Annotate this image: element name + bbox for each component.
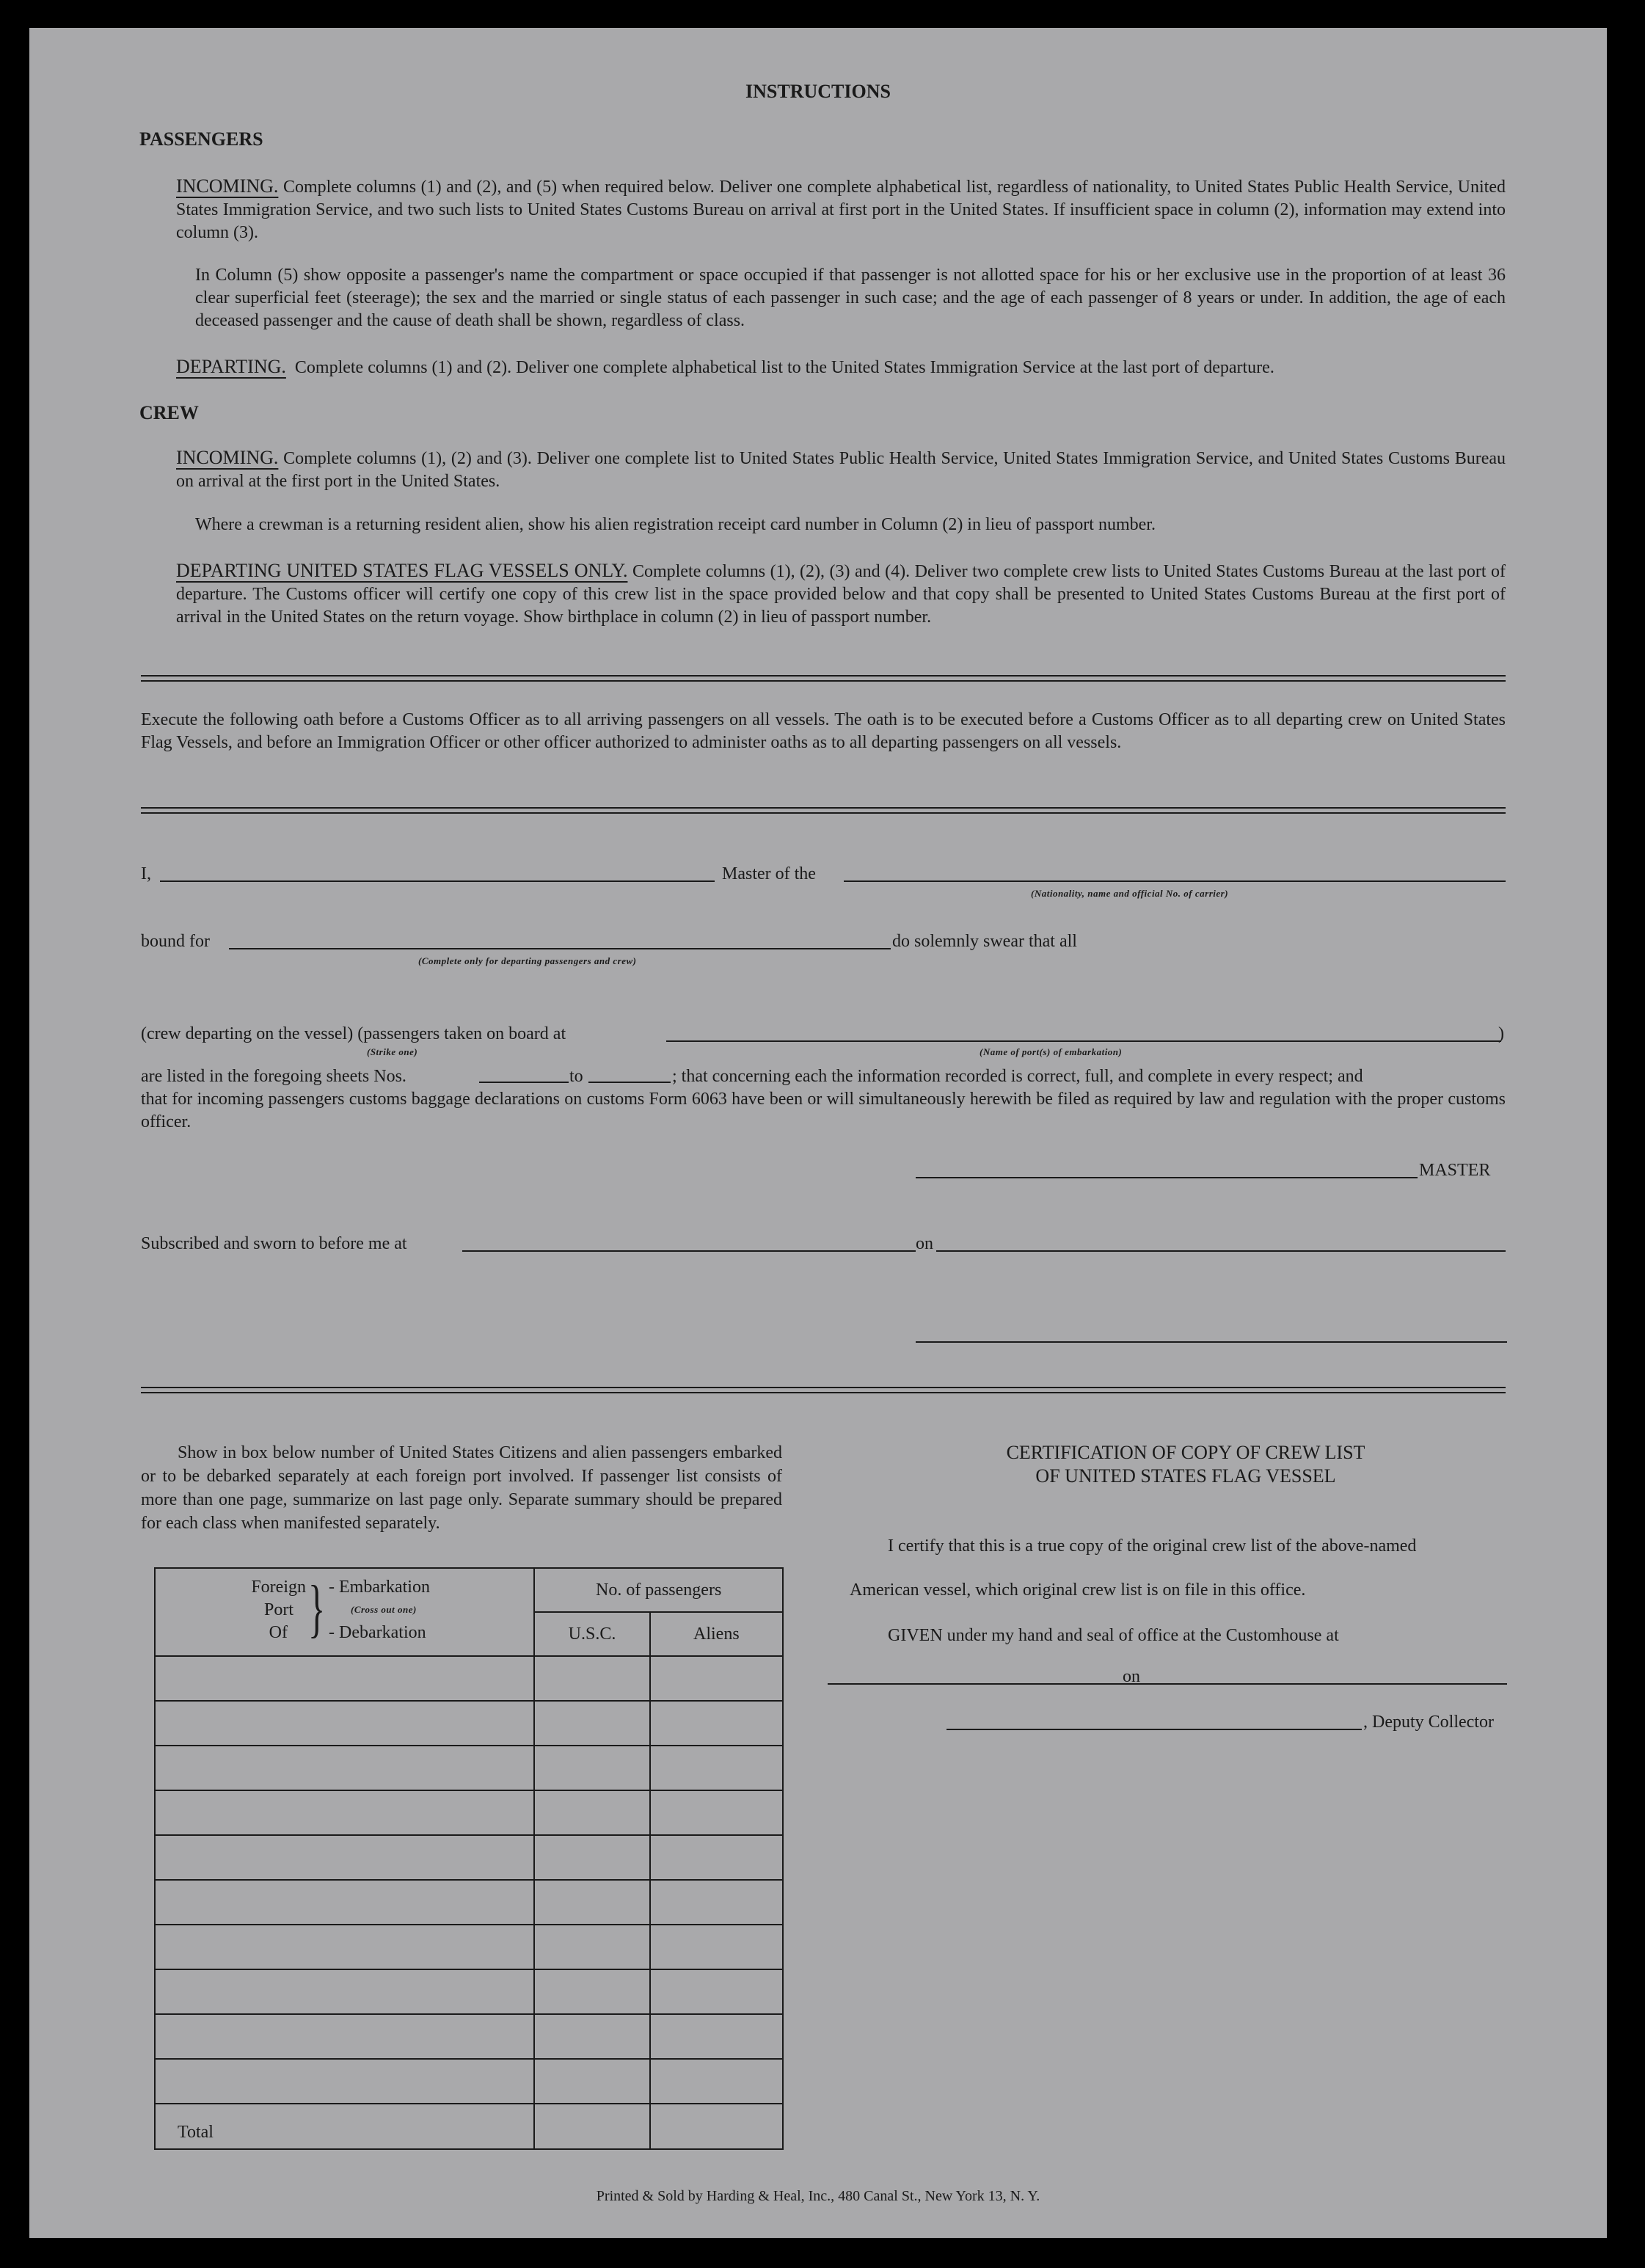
usc-header: U.S.C. xyxy=(534,1612,649,1656)
summary-port-cell[interactable] xyxy=(155,2014,534,2059)
summary-port-cell[interactable] xyxy=(155,1835,534,1880)
summary-usc-cell[interactable] xyxy=(534,1969,649,2014)
officer-signature-field[interactable] xyxy=(916,1341,1507,1343)
summary-port-cell[interactable] xyxy=(155,1880,534,1925)
embarkation-label: - Embarkation xyxy=(329,1578,430,1597)
summary-row xyxy=(155,1835,783,1880)
summary-aliens-cell[interactable] xyxy=(650,1835,783,1880)
crew-departing-text: Complete columns (1), (2), (3) and (4). Deliver two complete crew lists to United States Customs Bureau at the last port of departure. The Customs officer will certify one copy of this crew list in the space provided below and that copy shall be presented to United States Customs Bureau at the first port of arrival in the United States on the return voyage. Show birthplace in column (2) in lieu of passport number. xyxy=(176,562,1506,627)
divider-1 xyxy=(141,675,1506,682)
summary-row xyxy=(155,1880,783,1925)
summary-usc-cell[interactable] xyxy=(534,1880,649,1925)
port-label: Port xyxy=(263,1600,293,1619)
no-passengers-header: No. of passengers xyxy=(534,1568,783,1612)
aliens-header: Aliens xyxy=(650,1612,783,1656)
bound-for-label: bound for xyxy=(141,932,210,951)
summary-usc-cell[interactable] xyxy=(534,1835,649,1880)
summary-aliens-cell[interactable] xyxy=(650,1656,783,1701)
summary-aliens-cell[interactable] xyxy=(650,1790,783,1835)
embarkation-port-field[interactable] xyxy=(666,1040,1501,1042)
summary-port-cell[interactable] xyxy=(155,2059,534,2104)
foreign-label: Foreign xyxy=(251,1578,306,1597)
sworn-date-field[interactable] xyxy=(936,1250,1506,1252)
summary-row xyxy=(155,1656,783,1701)
summary-usc-cell[interactable] xyxy=(534,1925,649,1969)
summary-usc-cell[interactable] xyxy=(534,2059,649,2104)
summary-row xyxy=(155,2014,783,2059)
instructions-title: INSTRUCTIONS xyxy=(745,81,891,102)
summary-port-cell[interactable] xyxy=(155,1701,534,1746)
bound-for-field[interactable] xyxy=(229,948,891,949)
summary-port-cell[interactable] xyxy=(155,1925,534,1969)
deputy-signature-field[interactable] xyxy=(946,1729,1362,1730)
bound-for-caption: (Complete only for departing passengers and crew) xyxy=(418,955,637,966)
debarkation-label: - Debarkation xyxy=(329,1623,426,1642)
sheet-from-field[interactable] xyxy=(479,1082,569,1083)
summary-aliens-cell[interactable] xyxy=(650,2059,783,2104)
summary-row xyxy=(155,1701,783,1746)
master-label: MASTER xyxy=(1419,1161,1491,1180)
total-aliens-cell[interactable] xyxy=(650,2104,783,2149)
crewman-paragraph: Where a crewman is a returning resident alien, show his alien registration receipt card number in Column (2) in lieu of passport number. xyxy=(195,515,1156,534)
certification-title-line1: CERTIFICATION OF COPY OF CREW LIST xyxy=(1006,1442,1365,1463)
certification-title-line2: OF UNITED STATES FLAG VESSEL xyxy=(1035,1465,1336,1487)
of-label: Of xyxy=(269,1623,288,1642)
passengers-departing-text: Complete columns (1) and (2). Deliver one complete alphabetical list to the United States Immigration Service at the last port of departure. xyxy=(294,358,1274,377)
summary-port-cell[interactable] xyxy=(155,1746,534,1790)
summary-row xyxy=(155,1925,783,1969)
summary-aliens-cell[interactable] xyxy=(650,1925,783,1969)
divider-3 xyxy=(141,1387,1506,1393)
brace-icon: } xyxy=(308,1573,326,1644)
cert-on-label: on xyxy=(1123,1667,1140,1686)
listed-to-label: to xyxy=(569,1067,583,1086)
passengers-departing-label: DEPARTING. xyxy=(176,356,286,377)
given-text: GIVEN under my hand and seal of office at the Customhouse at xyxy=(888,1626,1339,1645)
total-label: Total xyxy=(155,2104,534,2149)
cross-out-caption: (Cross out one) xyxy=(351,1604,417,1615)
passenger-summary-table xyxy=(154,1567,784,2150)
summary-port-cell[interactable] xyxy=(155,1790,534,1835)
summary-row xyxy=(155,1969,783,2014)
listed-first-line: ; that concerning each the information recorded is correct, full, and complete in every respect; and xyxy=(672,1067,1363,1086)
summary-row xyxy=(155,1746,783,1790)
foreign-port-header xyxy=(155,1568,534,1656)
listed-rest: that for incoming passengers customs baggage declarations on customs Form 6063 have been or will simultaneously herewith be filed as required by law and regulation with the proper customs officer. xyxy=(141,1090,1506,1131)
crew-departing-label: DEPARTING UNITED STATES FLAG VESSELS ONLY. xyxy=(176,560,628,581)
nationality-caption: (Nationality, name and official No. of carrier) xyxy=(1031,888,1229,899)
summary-aliens-cell[interactable] xyxy=(650,1746,783,1790)
passengers-heading: PASSENGERS xyxy=(139,128,263,150)
summary-usc-cell[interactable] xyxy=(534,1790,649,1835)
sheet-to-field[interactable] xyxy=(588,1082,671,1083)
summary-row xyxy=(155,1790,783,1835)
certify-line2: American vessel, which original crew list is on file in this office. xyxy=(850,1580,1306,1600)
summary-aliens-cell[interactable] xyxy=(650,1701,783,1746)
crew-departing-statement: (crew departing on the vessel) (passengers taken on board at xyxy=(141,1024,566,1043)
close-paren: ) xyxy=(1498,1024,1504,1043)
passengers-incoming-paragraph xyxy=(176,175,1506,244)
summary-aliens-cell[interactable] xyxy=(650,1880,783,1925)
crew-departing-paragraph xyxy=(176,559,1506,629)
master-name-field[interactable] xyxy=(160,880,715,882)
master-of-the-label: Master of the xyxy=(722,864,816,883)
form-sheet xyxy=(29,28,1607,2238)
summary-port-cell[interactable] xyxy=(155,1969,534,2014)
carrier-field[interactable] xyxy=(844,880,1506,882)
summary-instructions: Show in box below number of United States Citizens and alien passengers embarked or to be debarked separately at each foreign port involved. If passenger list consists of more than one page, summarize on last page only. Separate summary should be prepared for each class when manifested separately. xyxy=(141,1443,782,1533)
customhouse-field[interactable] xyxy=(828,1683,1150,1685)
crew-incoming-label: INCOMING. xyxy=(176,447,279,468)
crew-incoming-text: Complete columns (1), (2) and (3). Deliver one complete list to United States Public Health Service, United States Immigration Service, and United States Customs Bureau on arrival at the first port in the United States. xyxy=(176,449,1506,491)
deputy-collector-label: , Deputy Collector xyxy=(1363,1713,1494,1732)
subscribed-label: Subscribed and sworn to before me at xyxy=(141,1234,407,1253)
summary-usc-cell[interactable] xyxy=(534,2014,649,2059)
divider-2 xyxy=(141,807,1506,814)
strike-one-caption: (Strike one) xyxy=(367,1046,418,1057)
ports-caption: (Name of port(s) of embarkation) xyxy=(980,1046,1123,1057)
master-signature-field[interactable] xyxy=(916,1177,1418,1178)
crew-heading: CREW xyxy=(139,402,199,423)
total-usc-cell[interactable] xyxy=(534,2104,649,2149)
sworn-on-label: on xyxy=(916,1234,933,1253)
summary-aliens-cell[interactable] xyxy=(650,2014,783,2059)
printer-footer: Printed & Sold by Harding & Heal, Inc., 480 Canal St., New York 13, N. Y. xyxy=(596,2188,1040,2204)
sworn-place-field[interactable] xyxy=(462,1250,916,1252)
passengers-incoming-text: Complete columns (1) and (2), and (5) when required below. Deliver one complete alphabetical list, regardless of nationality, to United States Public Health Service, United States Immigration Service, and two such lists to United States Customs Bureau on arrival at first port in the United States. If insufficient space in column (2), information may extend into column (3). xyxy=(176,178,1506,242)
summary-port-cell[interactable] xyxy=(155,1656,534,1701)
crew-incoming-paragraph xyxy=(176,446,1506,493)
swear-text: do solemnly swear that all xyxy=(892,932,1077,951)
certification-title xyxy=(863,1441,1509,1488)
oath-intro: Execute the following oath before a Customs Officer as to all arriving passengers on all vessels. The oath is to be executed before a Customs Officer as to all departing crew on United States Flag Vessels, and before an Immigration Officer or other officer authorized to administer oaths as to all departing passengers on all vessels. xyxy=(141,710,1506,752)
passengers-departing-paragraph xyxy=(176,355,1506,379)
summary-usc-cell[interactable] xyxy=(534,1746,649,1790)
column5-paragraph: In Column (5) show opposite a passenger's name the compartment or space occupied if that passenger is not allotted space for his or her exclusive use in the proportion of at least 36 clear superficial feet (steerage); the sex and the married or single status of each passenger in such case; and the age of each passenger of 8 years or under. In addition, the age of each deceased passenger and the cause of death shall be shown, regardless of class. xyxy=(195,266,1506,330)
oath-i-label: I, xyxy=(141,864,151,883)
passengers-incoming-label: INCOMING. xyxy=(176,175,279,197)
listed-prefix: are listed in the foregoing sheets Nos. xyxy=(141,1067,406,1086)
certify-line1: I certify that this is a true copy of the original crew list of the above-named xyxy=(888,1536,1417,1556)
summary-usc-cell[interactable] xyxy=(534,1701,649,1746)
summary-aliens-cell[interactable] xyxy=(650,1969,783,2014)
summary-row xyxy=(155,2059,783,2104)
summary-usc-cell[interactable] xyxy=(534,1656,649,1701)
cert-date-field[interactable] xyxy=(1140,1683,1507,1685)
